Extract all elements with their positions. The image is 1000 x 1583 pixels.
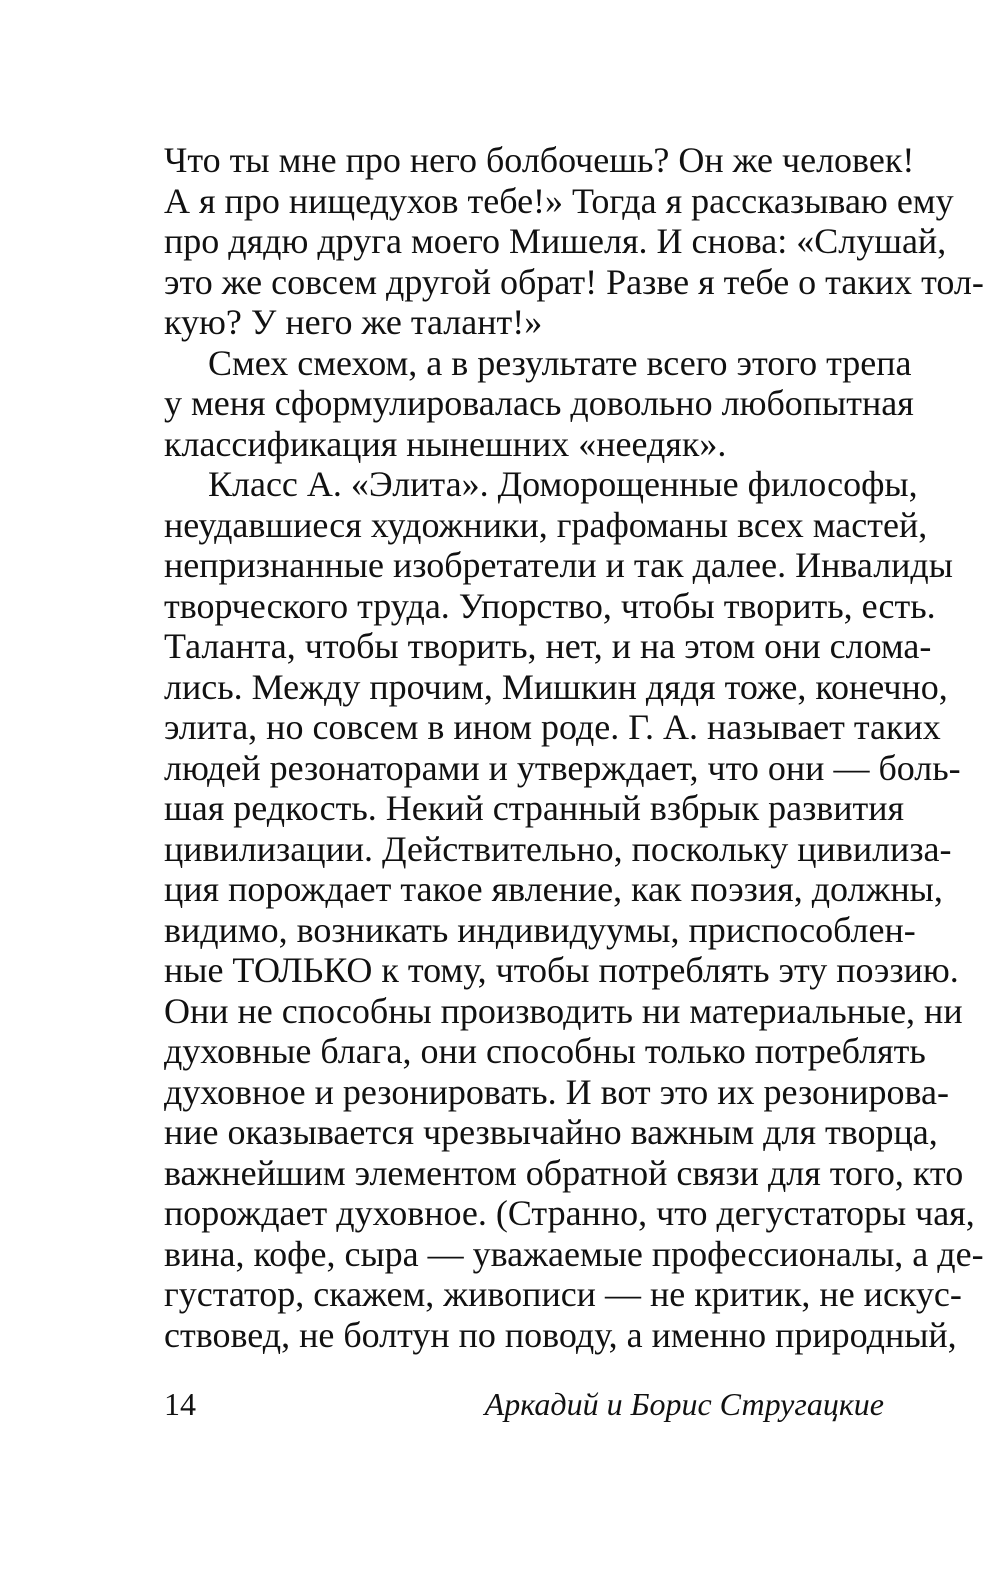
text-line: густатор, скажем, живописи — не критик, не искус- — [164, 1274, 962, 1314]
text-line: непризнанные изобретатели и так далее. Инвалиды — [164, 545, 953, 585]
text-line: вина, кофе, сыра — уважаемые профессионалы, а де- — [164, 1233, 984, 1274]
text-line: это же совсем другой обрат! Разве я тебе о таких тол- — [164, 261, 984, 302]
text-line: людей резонаторами и утверждает, что они — боль- — [164, 747, 961, 788]
page-footer — [164, 1382, 884, 1426]
text-line: Они не способны производить ни материальные, ни — [164, 990, 963, 1031]
text-line: ние оказывается чрезвычайно важным для творца, — [164, 1112, 938, 1152]
text-line: Таланта, чтобы творить, нет, и на этом они слома- — [164, 626, 932, 666]
text-line: видимо, возникать индивидуумы, приспособлен- — [164, 909, 916, 950]
text-line: ные ТОЛЬКО к тому, чтобы потреблять эту поэзию. — [164, 950, 959, 990]
text-line: лись. Между прочим, Мишкин дядя тоже, конечно, — [164, 666, 948, 707]
text-line: духовные блага, они способны только потреблять — [164, 1031, 926, 1071]
text-line: кую? У него же талант!» — [164, 302, 543, 342]
text-line: порождает духовное. (Странно, что дегустаторы чая, — [164, 1193, 975, 1233]
text-line: классификация нынешних «неедяк». — [164, 423, 727, 464]
text-line: про дядю друга моего Мишеля. И снова: «Слушай, — [164, 221, 947, 261]
running-footer-authors: Аркадий и Борис Стругацкие — [484, 1386, 884, 1422]
text-line: важнейшим элементом обратной связи для того, кто — [164, 1152, 964, 1193]
body-text — [164, 140, 984, 1355]
text-line: у меня сформулировалась довольно любопытная — [164, 383, 914, 423]
text-line: цивилизации. Действительно, поскольку цивилиза- — [164, 828, 952, 869]
text-line: творческого труда. Упорство, чтобы творить, есть. — [164, 585, 936, 626]
text-line: элита, но совсем в ином роде. Г. А. называет таких — [164, 707, 941, 747]
text-line: Что ты мне про него болбочешь? Он же человек! — [164, 140, 915, 180]
text-line: Смех смехом, а в результате всего этого трепа — [208, 342, 912, 383]
text-line: шая редкость. Некий странный взбрык развития — [164, 788, 905, 828]
text-line: неудавшиеся художники, графоманы всех мастей, — [164, 504, 928, 545]
page-number: 14 — [164, 1386, 196, 1422]
text-line: ствовед, не болтун по поводу, а именно природный, — [164, 1314, 957, 1355]
text-line: А я про нищедухов тебе!» Тогда я рассказываю ему — [164, 180, 954, 221]
text-line: ция порождает такое явление, как поэзия, должны, — [164, 869, 943, 909]
text-line: Класс А. «Элита». Доморощенные философы, — [208, 464, 918, 504]
text-line: духовное и резонировать. И вот это их резонирова- — [164, 1071, 950, 1112]
